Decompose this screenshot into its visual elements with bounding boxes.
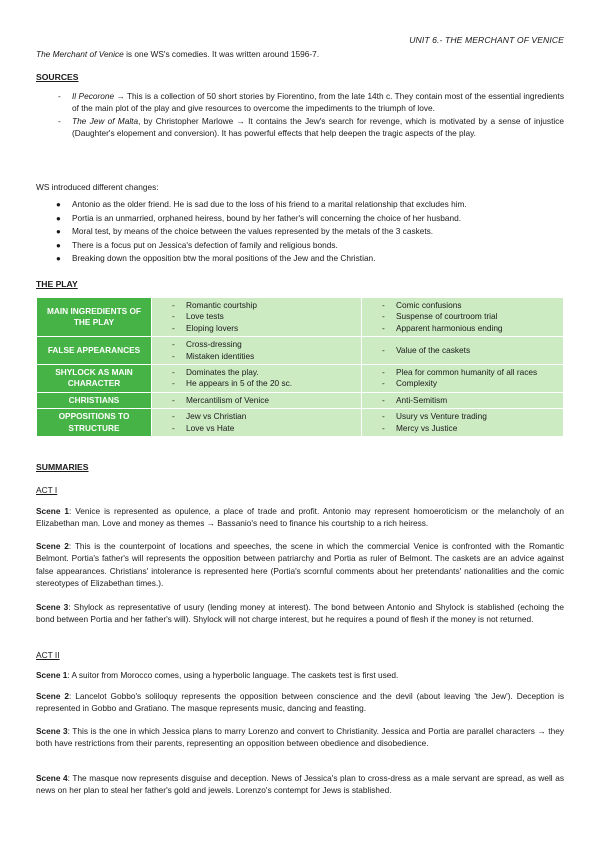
cell-item: - Romantic courtship <box>172 300 258 310</box>
cell-item: - Value of the caskets <box>382 344 471 355</box>
row-cell-left <box>152 365 362 393</box>
sources-heading: SOURCES <box>36 72 79 82</box>
scene-label: Scene 1 <box>36 670 68 680</box>
change-item: ● Portia is an unmarried, orphaned heiress, bound by her father's will concerning the choice of her husband. <box>56 212 462 223</box>
row-label: MAIN INGREDIENTS OF THE PLAY <box>37 298 152 337</box>
cell-item: - He appears in 5 of the 20 sc. <box>172 378 293 389</box>
scene-paragraph <box>36 725 564 750</box>
row-cell-left <box>152 298 362 337</box>
cell-item: - Mistaken identities <box>172 350 255 361</box>
change-item: ● There is a focus put on Jessica's defection of family and religious bonds. <box>56 239 338 250</box>
scene-text: : Lancelot Gobbo's soliloquy represents the opposition between conscience and the devil (about leaving 'the Jew'). Deception is represented in Gobbo and Gratiano. The masque represents music, dancing and feasting. <box>36 691 564 714</box>
row-cell-right <box>362 365 564 393</box>
table-row <box>37 365 564 393</box>
cell-item: - Love vs Hate <box>172 422 235 433</box>
cell-item: - Usury vs Venture trading <box>382 411 487 422</box>
row-cell-left <box>152 337 362 365</box>
row-cell-right <box>362 392 564 408</box>
intro-play-title: The Merchant of Venice <box>36 49 124 59</box>
scene-paragraph <box>36 505 564 530</box>
scene-paragraph <box>36 540 564 590</box>
source-text: → This is a collection of 50 short stories by Fiorentino, from the late 14th c. They contain most of the essential ingredients of the main plot of the play and give resources to overcome the impediments to the triumph of love. <box>72 91 564 114</box>
change-text: Antonio as the older friend. He is sad due to the loss of his friend to a marital relationship that excludes him. <box>72 199 467 209</box>
scene-label: Scene 3 <box>36 726 68 736</box>
scene-paragraph <box>36 772 564 797</box>
table-row <box>37 409 564 437</box>
change-item: ● Antonio as the older friend. He is sad due to the loss of his friend to a marital relationship that excludes him. <box>56 199 467 209</box>
scene-label: Scene 2 <box>36 541 69 551</box>
row-cell-left <box>152 409 362 437</box>
cell-item: - Comic confusions <box>382 300 462 310</box>
row-cell-left <box>152 392 362 408</box>
source-text: , by Christopher Marlowe → It contains the Jew's search for revenge, which is motivated by a sense of injustice (Daughter's elopement and conversion). It has powerful effects that help deepen the tragic aspects of the play. <box>72 115 564 139</box>
sources-list <box>36 90 564 140</box>
change-item: ● Breaking down the opposition btw the moral positions of the Jew and the Christian. <box>56 253 376 263</box>
scene-label: Scene 4 <box>36 773 68 783</box>
cell-item: - Dominates the play. <box>172 367 259 378</box>
row-label: OPPOSITIONS TO STRUCTURE <box>37 409 152 437</box>
scene-label: Scene 2 <box>36 691 69 701</box>
act-title: ACT I <box>36 485 58 495</box>
changes-intro: WS introduced different changes: <box>36 182 159 192</box>
change-item: ● Moral test, by means of the choice between the values represented by the metals of the 3 caskets. <box>56 226 434 236</box>
table-row <box>37 337 564 365</box>
source-item: - The Jew of Malta, by Christopher Marlowe → It contains the Jew's search for revenge, which is motivated by a sense of injustice (Daughter's elopement and conversion). It has powerful effects that help deepen the tragic aspects of the play. <box>58 115 564 139</box>
row-label: SHYLOCK AS MAIN CHARACTER <box>37 365 152 393</box>
row-cell-right <box>362 337 564 365</box>
cell-item: - Mercantilism of Venice <box>172 394 270 405</box>
change-text: There is a focus put on Jessica's defection of family and religious bonds. <box>72 239 338 250</box>
scene-label: Scene 1 <box>36 506 69 516</box>
act-title: ACT II <box>36 650 60 660</box>
scene-text: : This is the counterpoint of locations and speeches, the scene in which the commercial Venice is confronted with the Romantic Belmont. Portia's father's will represents the opposition between patriarchy and Portia as ruler of Belmont. The caskets are an advice against false appearances. Christians' intolerance is represented here (Portia's scornful comments about her pretendants' nationalities and the comic stereotypes of Elizabethan times.). <box>36 541 565 589</box>
intro-text: is one WS's comedies. It was written around 1596-7. <box>123 49 320 59</box>
play-table <box>36 297 564 437</box>
cell-item: - Plea for common humanity of all races <box>382 367 538 378</box>
source-title: Il Pecorone <box>72 91 115 101</box>
row-label: CHRISTIANS <box>37 392 152 408</box>
table-row <box>37 298 564 337</box>
scene-text: : Shylock as representative of usury (lending money at interest). The bond between Antonio and Shylock is stablished (echoing the bond between Portia and her father's will). Shylock will not charge interest, but he requires a pound of flesh if the money is not returned. <box>36 602 564 625</box>
cell-item: - Jew vs Christian <box>172 411 247 422</box>
cell-item: - Eloping lovers <box>172 322 239 333</box>
source-title: The Jew of Malta <box>72 115 139 126</box>
change-text: Breaking down the opposition btw the moral positions of the Jew and the Christian. <box>72 253 376 263</box>
play-heading: THE PLAY <box>36 279 78 289</box>
scene-text: : This is the one in which Jessica plans to marry Lorenzo and convert to Christianity. Jessica and Portia are parallel characters → they both have restrictions from their parents, representing an opposition between obedience and disobedience. <box>36 726 564 749</box>
row-cell-right <box>362 298 564 337</box>
scene-text: : A suitor from Morocco comes, using a hyperbolic language. The caskets test is first used. <box>67 670 399 680</box>
intro-paragraph <box>36 48 319 60</box>
source-item: - Il Pecorone → This is a collection of 50 short stories by Fiorentino, from the late 14th c. They contain most of the essential ingredients of the main plot of the play and give resources to overcome the impediments to the triumph of love. <box>58 91 564 114</box>
scene-paragraph <box>36 669 564 681</box>
unit-title: UNIT 6.- THE MERCHANT OF VENICE <box>409 35 564 45</box>
cell-item: - Anti-Semitism <box>382 394 448 405</box>
change-text: Portia is an unmarried, orphaned heiress, bound by her father's will concerning the choice of her husband. <box>72 212 462 223</box>
cell-item: - Apparent harmonious ending <box>382 322 503 333</box>
cell-item: - Love tests <box>172 311 224 322</box>
cell-item: - Complexity <box>382 378 438 389</box>
row-label: FALSE APPEARANCES <box>37 337 152 365</box>
row-cell-right <box>362 409 564 437</box>
scene-text: : The masque now represents disguise and deception. News of Jessica's plan to cross-dress as a male servant are spread, as well as news on her plan to steal her father's gold and jewels. Lorenzo's contempt for Jews is stablished. <box>36 773 564 796</box>
scene-paragraph <box>36 690 564 715</box>
cell-item: - Mercy vs Justice <box>382 422 458 433</box>
cell-item: - Cross-dressing <box>172 339 242 350</box>
change-text: Moral test, by means of the choice between the values represented by the metals of the 3 caskets. <box>72 226 434 236</box>
scene-paragraph <box>36 601 564 626</box>
scene-label: Scene 3 <box>36 602 69 612</box>
table-row <box>37 392 564 408</box>
summaries-heading: SUMMARIES <box>36 462 89 472</box>
cell-item: - Suspense of courtroom trial <box>382 311 498 322</box>
changes-list <box>36 198 564 266</box>
scene-text: : Venice is represented as opulence, a place of trade and profit. Antonio may represent homoeroticism or the melancholy of an Elizabethan man. Love and money as themes → Bassanio's need to finance his courtship to a rich heiress. <box>36 506 564 529</box>
